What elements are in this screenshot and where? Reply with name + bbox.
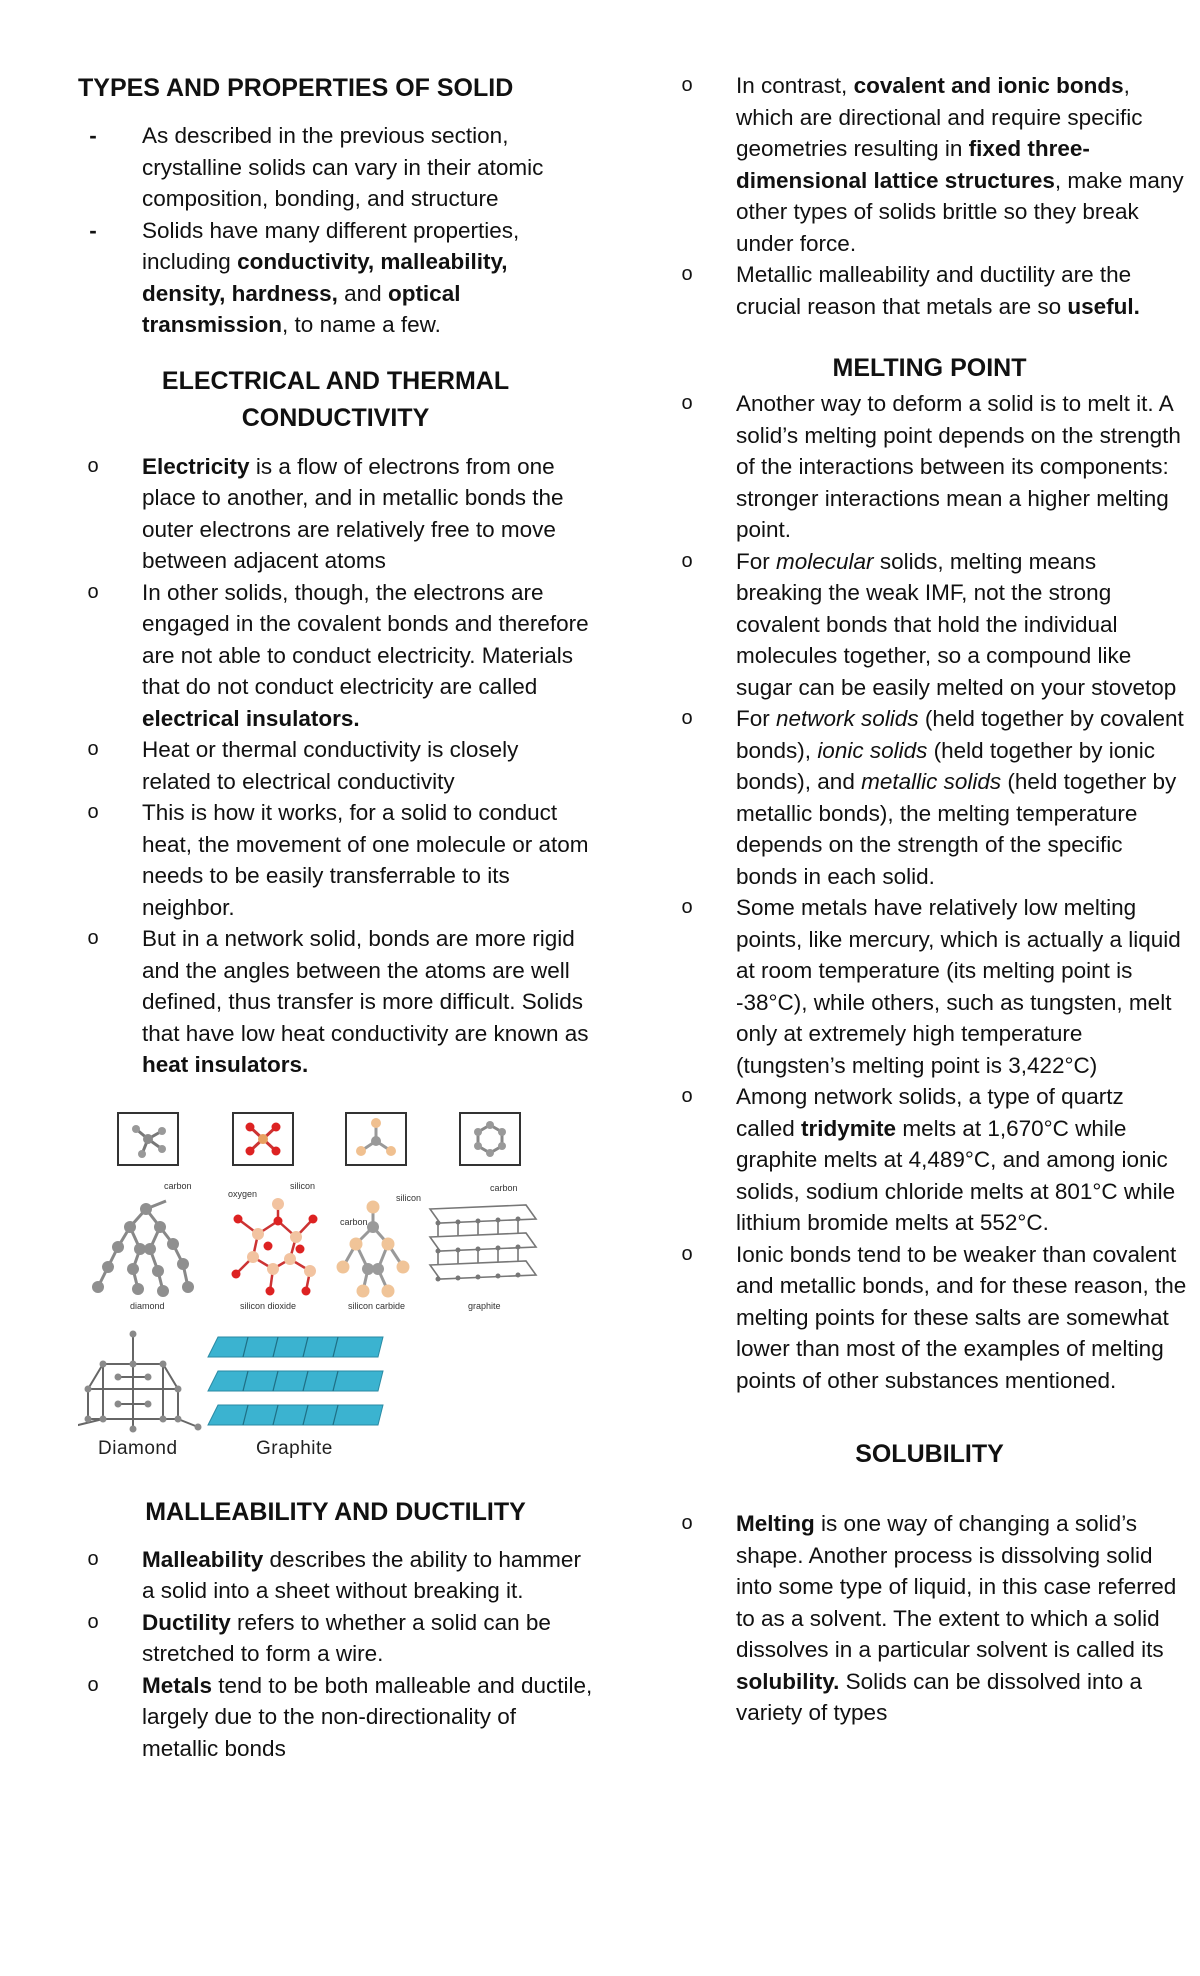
list-item [78,577,593,735]
graphite-sheets [208,1337,383,1425]
list-item [672,1239,1187,1397]
bullet-marker: - [89,217,97,243]
list-item-text: Malleability describes the ability to hammer a solid into a sheet without breaking it. [142,1546,581,1603]
bullet-marker: o [681,549,693,572]
caption-graphite: graphite [468,1300,501,1311]
list-item [78,1670,593,1765]
bullet-marker: o [87,1610,99,1633]
list-item [672,546,1187,704]
section-title-malleability: MALLEABILITY AND DUCTILITY [145,1497,526,1526]
list-item-text: This is how it works, for a solid to conduct heat, the movement of one molecule or atom needs to be easily transferrable to its neighbor. [142,800,589,920]
left-column [78,0,593,1764]
page-title: TYPES AND PROPERTIES OF SOLID [78,74,514,102]
list-item [672,259,1187,322]
diamond-unit-icon [118,1113,178,1165]
list-item-text: But in a network solid, bonds are more rigid and the angles between the atoms are well defined, thus transfer is more difficult. Solids that have low heat conductivity are known as heat insulators. [142,926,589,1077]
bullet-marker: o [87,1547,99,1570]
list-item-text: Solids have many different properties, including conductivity, malleability, density, hardness, and optical transmission, to name a few. [142,217,520,337]
list-item-text: For molecular solids, melting means breaking the weak IMF, not the strong covalent bonds that hold the individual molecules together, so a compound like sugar can be easily melted on your stovetop [736,548,1177,700]
intro-list [78,120,593,341]
solubility-list [672,1508,1187,1729]
silicon-carbide-unit-icon [346,1113,406,1165]
list-item-text: Melting is one way of changing a solid’s shape. Another process is dissolving solid into some type of liquid, in this case referred to as a solvent. The extent to which a solid dissolves in a particular solvent is called its solubility. Solids can be dissolved into a variety of types [736,1511,1177,1725]
list-item [78,1544,593,1607]
list-item-text: Metals tend to be both malleable and ductile, largely due to the non-directionality of metallic bonds [142,1672,593,1761]
bullet-marker: o [681,74,693,96]
list-item [78,734,593,797]
bullet-marker: o [87,1673,99,1696]
list-item-text: Heat or thermal conductivity is closely related to electrical conductivity [142,737,519,794]
label-carbon-2: carbon [340,1216,368,1227]
list-item-text: Electricity is a flow of electrons from one place to another, and in metallic bonds the outer electrons are relatively free to move between adjacent atoms [142,453,564,573]
right-column [672,0,1187,1729]
list-item [672,388,1187,546]
list-item [672,703,1187,892]
list-item-text: In contrast, covalent and ionic bonds, which are directional and require specific geometries resulting in fixed three-dimensional lattice structures, make many other types of solids brittle so they break under force. [736,73,1184,256]
label-oxygen: oxygen [228,1188,258,1199]
list-item [78,1607,593,1670]
crystal-structures-figure [78,1109,558,1474]
label-carbon-3: carbon [490,1182,518,1193]
label-carbon-1: carbon [164,1180,192,1191]
list-item-text: Some metals have relatively low melting points, like mercury, which is actually a liquid at room temperature (its melting point is -38°C), while others, such as tungsten, melt only at extremely high temperature (tungsten’s melting point is 3,422°C) [736,895,1181,1078]
list-item-text: Among network solids, a type of quartz called tridymite melts at 1,670°C while graphite melts at 4,489°C, and among ionic solids, sodium chloride melts at 801°C while lithium bromide melts at 552°C. [736,1084,1176,1235]
list-item [78,215,593,341]
melting-list [672,388,1187,1396]
caption-diamond: diamond [130,1300,165,1311]
bullet-marker: o [87,580,99,603]
bullet-marker: o [681,1512,693,1534]
list-item-text: For network solids (held together by covalent bonds), ionic solids (held together by ionic bonds), and metallic solids (held together by metallic bonds), the melting temperature depends on the strength of the specific bonds in each solid. [736,706,1184,889]
diamond-atoms [92,1203,194,1297]
list-item [672,1081,1187,1239]
section-title-melting-point: MELTING POINT [832,354,1027,382]
list-item-text: As described in the previous section, crystalline solids can vary in their atomic composition, bonding, and structure [142,123,544,211]
section-title-solubility: SOLUBILITY [855,1440,1004,1468]
caption-diamond-large: Diamond [98,1437,178,1459]
label-silicon-1: silicon [290,1180,316,1191]
malleability-list [78,1544,593,1765]
list-item-text: In other solids, though, the electrons are engaged in the covalent bonds and therefore are not able to conduct electricity. Materials that do not conduct electricity are called electrical insulators. [142,579,589,731]
bullet-marker: o [681,1242,693,1265]
silicon-carbide-lattice [337,1200,410,1297]
label-silicon-2: silicon [396,1192,422,1203]
crystal-structures-illustration [78,1109,558,1469]
list-item-text: Ionic bonds tend to be weaker than covalent and metallic bonds, and for these reason, the melting points for these salts are somewhat lower than most of the examples of melting points of other substances mentioned. [736,1241,1187,1393]
bullet-marker: o [87,738,99,760]
caption-silicon-dioxide: silicon dioxide [240,1300,297,1311]
bullet-marker: o [681,707,693,729]
bullet-marker: o [87,927,99,949]
bullet-marker: o [681,392,693,414]
bullet-marker: o [87,801,99,823]
silicon-dioxide-unit-icon [233,1113,293,1165]
graphite-layers [430,1205,536,1279]
list-item [672,892,1187,1081]
bullet-marker: o [681,1085,693,1107]
graphite-unit-icon [460,1113,520,1165]
list-item-text: Metallic malleability and ductility are the crucial reason that metals are so useful. [736,262,1140,319]
list-item-text: Another way to deform a solid is to melt it. A solid’s melting point depends on the strength of the interactions between its components: stronger interactions mean a higher melting point. [736,391,1181,542]
list-item [78,923,593,1081]
conductivity-list [78,451,593,1081]
bullet-marker: o [681,263,693,285]
list-item [672,1508,1187,1729]
list-item [78,451,593,577]
list-item-text: Ductility refers to whether a solid can be stretched to form a wire. [142,1609,551,1666]
bullet-marker: o [87,454,99,477]
list-item [672,70,1187,259]
list-item [78,120,593,215]
malleability-continued-list [672,70,1187,322]
caption-silicon-carbide: silicon carbide [348,1300,406,1311]
diamond-model [78,1334,198,1429]
silicon-dioxide-lattice [232,1198,318,1296]
caption-graphite-large: Graphite [256,1437,333,1459]
bullet-marker: - [89,123,97,148]
list-item [78,797,593,923]
bullet-marker: o [681,896,693,918]
section-title-conductivity: ELECTRICAL AND THERMAL CONDUCTIVITY [161,366,510,432]
